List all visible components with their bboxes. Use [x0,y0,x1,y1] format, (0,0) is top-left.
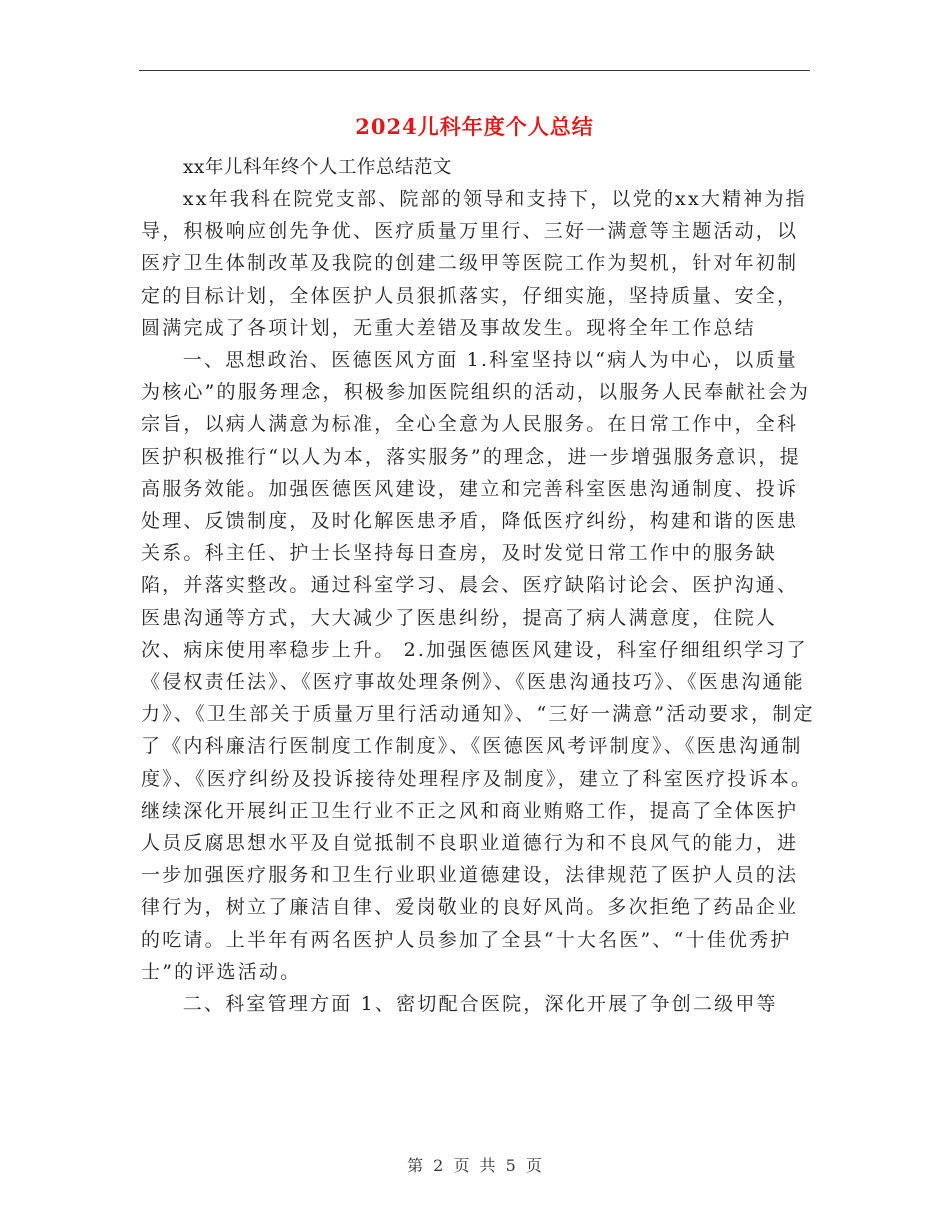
header-rule [139,70,810,71]
paragraph-section-1: 一、思想政治、医德医风方面 1.科室坚持以“病人为中心，以质量为核心”的服务理念，积极参加医院组织的活动，以服务人民奉献社会为宗旨，以病人满意为标准，全心全意为人民服务。在日常工作中，全科医护积极推行“以人为本，落实服务”的理念，进一步增强服务意识，提高服务效能。加强医德医风建设，建立和完善科室医患沟通制度、投诉处理、反馈制度，及时化解医患矛盾，降低医疗纠纷，构建和谐的医患关系。科主任、护士长坚持每日查房，及时发觉日常工作中的服务缺陷，并落实整改。通过科室学习、晨会、医疗缺陷讨论会、医护沟通、医患沟通等方式，大大减少了医患纠纷，提高了病人满意度，住院人次、病床使用率稳步上升。 2.加强医德医风建设，科室仔细组织学习了《侵权责任法》、《医疗事故处理条例》、《医患沟通技巧》、《医患沟通能力》、《卫生部关于质量万里行活动通知》、“三好一满意”活动要求，制定了《内科廉洁行医制度工作制度》、《医德医风考评制度》、《医患沟通制度》、《医疗纠纷及投诉接待处理程序及制度》，建立了科室医疗投诉本。继续深化开展纠正卫生行业不正之风和商业贿赂工作，提高了全体医护人员反腐思想水平及自觉抵制不良职业道德行为和不良风气的能力，进一步加强医疗服务和卫生行业职业道德建设，法律规范了医护人员的法律行为，树立了廉洁自律、爱岗敬业的良好风尚。多次拒绝了药品企业的吃请。上半年有两名医护人员参加了全县“十大名医”、“十佳优秀护士”的评选活动。 [141,349,815,983]
paragraph-section-2: 二、科室管理方面 1、密切配合医院，深化开展了争创二级甲等 [182,993,778,1016]
page-number: 第 2 页 共 5 页 [407,1156,543,1175]
document-title: 2024儿科年度个人总结 [355,114,594,139]
paragraph-intro: xx年我科在院党支部、院部的领导和支持下，以党的xx大精神为指导，积极响应创先争优、医疗质量万里行、三好一满意等主题活动，以医疗卫生体制改革及我院的创建二级甲等医院工作为契机，针对年初制定的目标计划，全体医护人员狠抓落实，仔细实施，坚持质量、安全，圆满完成了各项计划，无重大差错及事故发生。现将全年工作总结 [141,188,807,339]
document-body [141,183,816,1020]
document-subtitle: xx年儿科年终个人工作总结范文 [183,157,452,178]
